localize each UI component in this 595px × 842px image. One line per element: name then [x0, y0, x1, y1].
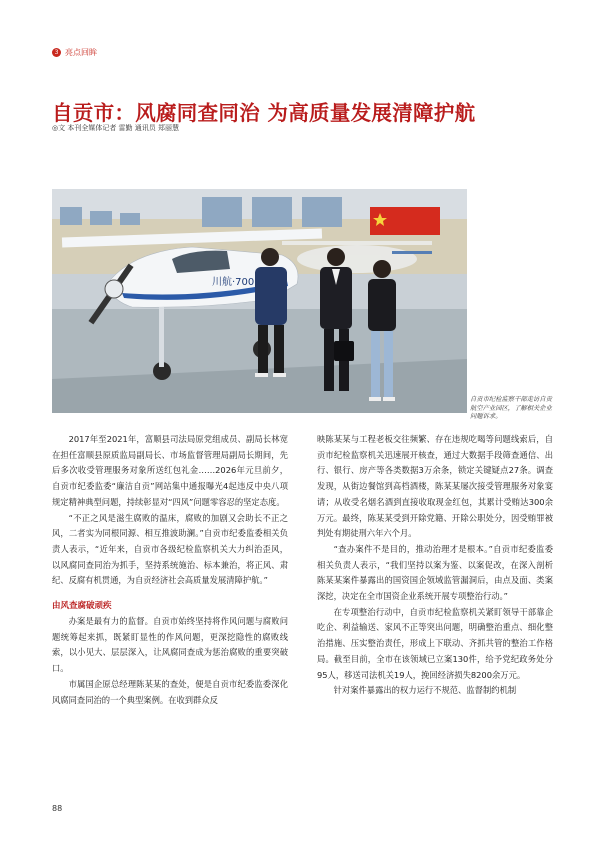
- paragraph: 映陈某某与工程老板交往频繁、存在违规吃喝等问题线索后，自贡市纪检监察机关迅速展开核查，通过大数据手段筛查通信、出行、银行、房产等各类数据3万余条，锁定关键疑点27条。调查发现，从街边餐馆到高档酒楼，陈某某屡次接受管理服务对象宴请；从收受名烟名酒到直接收取现金红包，其累计受贿达300余万元。最终，陈某某受到开除党籍、开除公职处分，因受贿罪被判处有期徒刑六年六个月。: [317, 434, 553, 539]
- paragraph: 针对案件暴露出的权力运行不规范、监督制约机制: [333, 685, 517, 696]
- paragraph: 办案是最有力的监督。自贡市始终坚持将作风问题与腐败问题统筹起来抓，既紧盯显性的作风问题，更深挖隐性的腐败线索，以小见大、层层深入，让风腐同查成为惩治腐败的重要突破口。: [52, 616, 288, 674]
- paragraph: “不正之风是滋生腐败的温床，腐败的加剧又会助长不正之风，二者实为同根同源、相互推波助澜。”自贡市纪委监委相关负责人表示，“近年来，自贡市各级纪检监察机关大力纠治歪风，以风腐同查同治为抓手，坚持系统施治、标本兼治，将正风、肃纪、反腐有机贯通，为自贡经济社会高质量发展清障护航。”: [52, 512, 288, 586]
- article-column-left: [52, 432, 288, 708]
- article-byline: ◎文 本刊全媒体记者 雷勤 通讯员 郑丽慧: [52, 124, 180, 132]
- article-title: 自贡市：风腐同查同治 为高质量发展清障护航: [52, 101, 476, 125]
- section-heading: 由风查腐破顽疾: [52, 601, 112, 612]
- section-label: 亮点回眸: [65, 48, 97, 57]
- section-tag: [52, 47, 97, 58]
- section-number-badge: 3: [52, 48, 61, 57]
- article-photo: [52, 189, 467, 413]
- photo-caption: 自贡市纪检监察干部走访自贡航空产业园区，了解相关企业问题诉求。: [470, 396, 552, 420]
- paragraph: 2017年至2021年，富顺县司法局原党组成员、副局长林宽在担任富顺县原质监局副局长、市场监督管理局副局长期间，先后多次收受管理服务对象所送红包礼金……2026年元旦前夕，自贡市纪委监委“廉洁自贡”网站集中通报曝光4起违反中央八项规定精神典型问题，持续彰显对“四风”问题零容忍的坚定态度。: [52, 434, 288, 507]
- page-number: 88: [52, 804, 63, 813]
- paragraph: 在专项整治行动中，自贡市纪检监察机关紧盯领导干部靠企吃企、利益输送、家风不正等突出问题，明确整治重点、细化整治措施、压实整治责任，形成上下联动、齐抓共管的整治工作格局。截至目前，全市在该领域已立案130件，给予党纪政务处分95人，移送司法机关19人，挽回经济损失8200余万元。: [317, 606, 553, 680]
- hangar-scene-illustration: [52, 189, 467, 413]
- paragraph: 市属国企原总经理陈某某的查处，便是自贡市纪委监委深化风腐同查同治的一个典型案例。在收到群众反: [52, 678, 288, 705]
- paragraph: “查办案件不是目的，推动治理才是根本。”自贡市纪委监委相关负责人表示，“我们坚持以案为鉴、以案促改，在深入剖析陈某某案件暴露出的国资国企领域监管漏洞后，由点及面、类案深挖，决定在全市国资企业系统开展专项整治行动。”: [317, 543, 553, 602]
- plane-marking: 川航·700: [212, 277, 255, 288]
- article-column-right: [317, 432, 553, 699]
